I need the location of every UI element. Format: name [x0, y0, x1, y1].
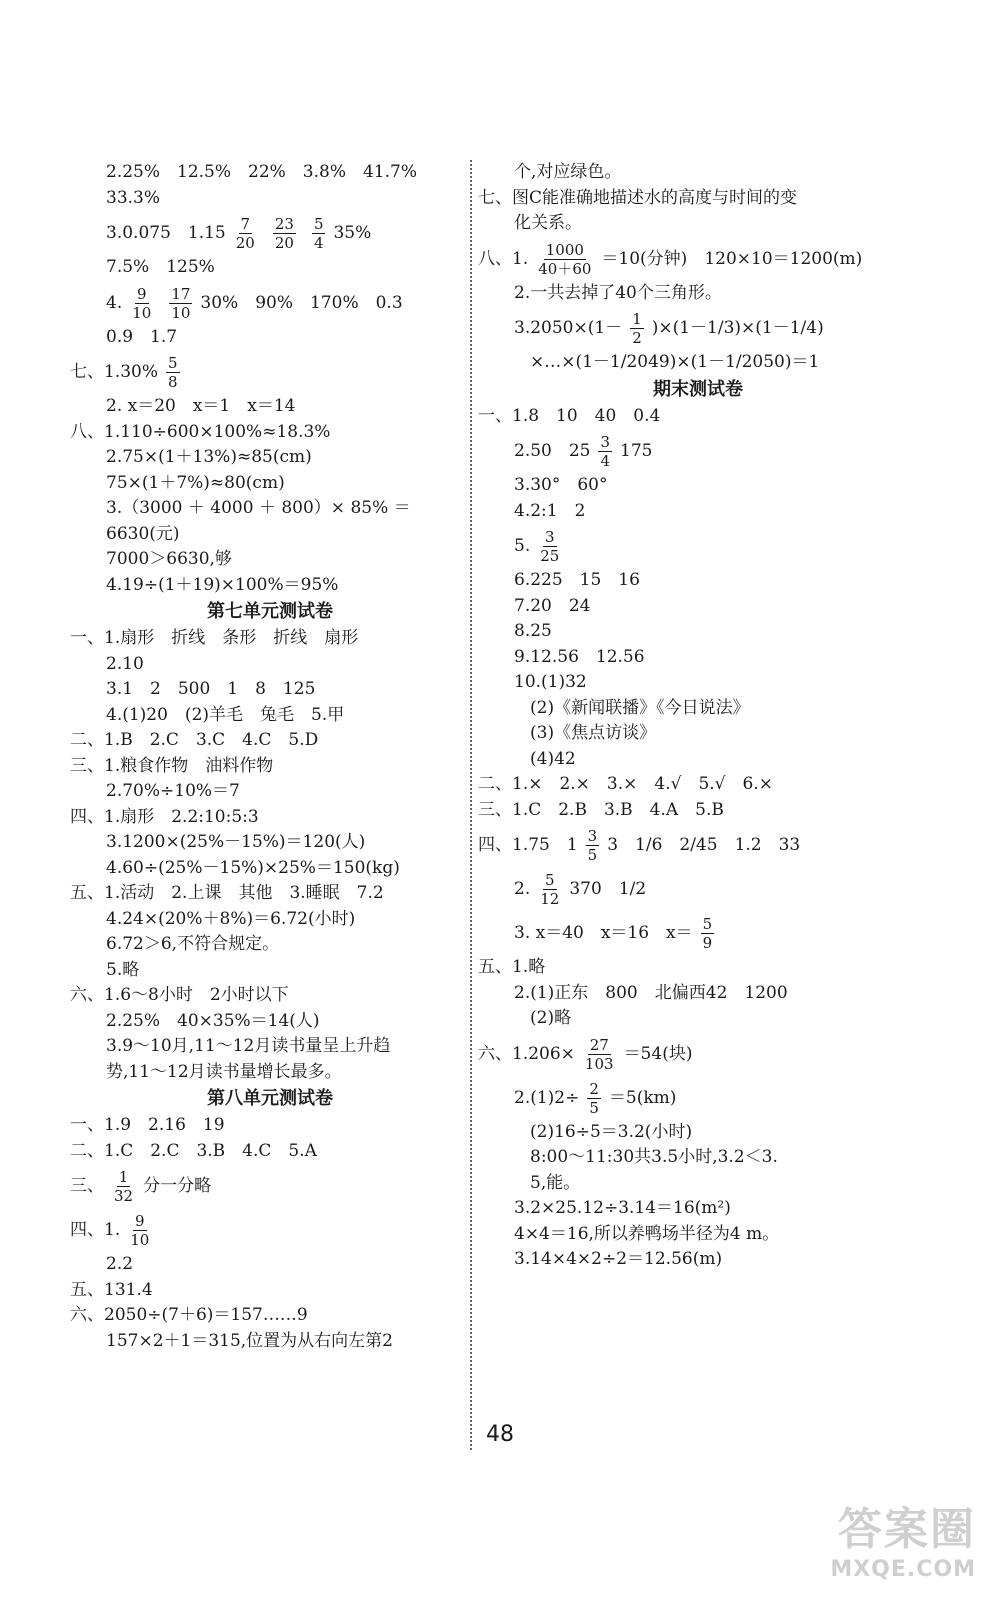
fraction: [169, 285, 192, 322]
answer-line: [70, 445, 470, 471]
answer-line: [70, 547, 470, 573]
answer-text: 2.25% 40×35%＝14(人): [106, 1010, 320, 1031]
answer-text: 二、1.× 2.× 3.× 4.√ 5.√ 6.×: [478, 774, 773, 794]
answer-line: [70, 350, 470, 394]
answer-text: (3)《焦点访谈》: [530, 723, 657, 743]
answer-text: 5.略: [106, 959, 140, 980]
answer-text: 一、1.8 10 40 0.4: [478, 405, 661, 426]
fraction-denominator: 4: [600, 452, 611, 470]
fraction-numerator: 5: [168, 354, 178, 372]
answer-line: [70, 186, 470, 212]
answer-text: 四、1.75 1: [478, 835, 578, 855]
fraction-denominator: 10: [132, 303, 152, 322]
answer-text: 四、1.扇形 2.2:10:5:3: [70, 806, 259, 827]
answer-text: 75×(1＋7%)≈80(cm): [106, 472, 285, 493]
answer-line: [70, 211, 470, 255]
answer-line: [478, 721, 918, 747]
answer-text: (4)42: [530, 748, 576, 769]
fraction: [312, 215, 326, 252]
answer-line: [70, 1303, 470, 1329]
fraction-denominator: 9: [702, 934, 713, 952]
answer-text: 9.12.56 12.56: [514, 646, 645, 667]
answer-text: 2.: [514, 879, 531, 899]
answer-line: [478, 911, 918, 955]
answer-line: [478, 404, 918, 430]
fraction: [583, 1036, 616, 1073]
answer-line: [70, 958, 470, 984]
answer-text-after: 30% 90% 170% 0.3: [200, 292, 403, 313]
answer-line: [478, 981, 918, 1007]
answer-text: 2.(1)2÷: [514, 1087, 580, 1108]
answer-text: 八、1.: [478, 248, 529, 269]
answer-text: 10.(1)32: [514, 672, 587, 692]
fraction-numerator: 27: [589, 1035, 609, 1054]
answer-line: [70, 626, 470, 652]
answer-text-after: 3 1/6 2/45 1.2 33: [607, 835, 801, 855]
answer-line: [70, 1113, 470, 1139]
answer-text: 八、1.110÷600×100%≈18.3%: [70, 421, 331, 442]
answer-line: [478, 306, 918, 350]
answer-line: [70, 779, 470, 805]
fraction: [112, 1168, 135, 1205]
fraction-numerator: 23: [274, 215, 294, 233]
answer-text: (2)《新闻联播》《今日说法》: [530, 697, 750, 718]
answer-text: 3.1 2 500 1 8 125: [106, 679, 316, 699]
fraction-numerator: 2: [589, 1079, 599, 1098]
answer-line: [70, 1060, 470, 1086]
page-number: 48: [486, 1422, 514, 1447]
answer-text: 4.60÷(25%－15%)×25%＝150(kg): [106, 857, 400, 878]
fraction-denominator: 20: [274, 234, 294, 252]
answer-text-after: 35%: [333, 223, 372, 243]
answer-text: 5,能。: [530, 1172, 581, 1193]
answer-text: 4×4＝16,所以养鸭场半径为4 m。: [514, 1223, 780, 1244]
answer-text: 四、1.: [70, 1220, 121, 1240]
answer-text: 3.0.075 1.15: [106, 223, 226, 243]
answer-text: (2)略: [530, 1008, 572, 1028]
answer-line: [478, 1006, 918, 1032]
fraction-numerator: 17: [171, 284, 191, 303]
answer-text-after: ＝10(分钟) 120×10＝1200(m): [601, 248, 863, 269]
answer-text: 六、1.6～8小时 2小时以下: [70, 985, 289, 1005]
answer-text: (2)16÷5＝3.2(小时): [530, 1121, 693, 1142]
answer-text: 3.14×4×2÷2＝12.56(m): [514, 1249, 723, 1269]
answer-line: [478, 1196, 918, 1222]
answer-text: 五、1.活动 2.上课 其他 3.睡眠 7.2: [70, 883, 384, 903]
fraction: [536, 241, 593, 278]
answer-text: 三、: [70, 1176, 104, 1196]
answer-text: 0.9 1.7: [106, 326, 178, 347]
fraction: [630, 310, 644, 347]
answer-text: ×…×(1－1/2049)×(1－1/2050)＝1: [530, 352, 820, 372]
fraction-denominator: 103: [584, 1054, 614, 1073]
answer-text: 六、1.206×: [478, 1043, 575, 1064]
answer-line: [70, 394, 470, 420]
answer-line: [70, 1164, 470, 1208]
fraction: [598, 433, 612, 470]
answer-line: [478, 1171, 918, 1197]
answer-text: 五、131.4: [70, 1279, 153, 1300]
answer-text-after: ＝5(km): [608, 1087, 677, 1108]
answer-line: [70, 1208, 470, 1252]
answer-line: [478, 350, 918, 376]
answer-line: [70, 652, 470, 678]
answer-text: 2.(1)正东 800 北偏西42 1200: [514, 982, 788, 1003]
answer-line: [478, 1032, 918, 1076]
answer-text: 3. x＝40 x＝16 x＝: [514, 923, 693, 943]
answer-text: 三、1.C 2.B 3.B 4.A 5.B: [478, 799, 724, 820]
answer-line: [478, 473, 918, 499]
answer-text: 2. x＝20 x＝1 x＝14: [106, 396, 296, 416]
answer-text: 五、1.略: [478, 957, 546, 977]
answer-text: 2.10: [106, 653, 144, 674]
answer-text: 157×2＋1＝315,位置为从右向左第2: [106, 1330, 393, 1351]
answer-line: [478, 524, 918, 568]
answer-line: [70, 1034, 470, 1060]
answer-text: 4.2:1 2: [514, 500, 586, 521]
answer-line: [478, 1076, 918, 1120]
answer-line: [478, 1120, 918, 1146]
answer-text: 2.70%÷10%＝7: [106, 781, 240, 801]
answer-line: [70, 728, 470, 754]
answer-text: 4.19÷(1＋19)×100%＝95%: [106, 574, 339, 595]
answer-text: 三、1.粮食作物 油料作物: [70, 755, 274, 776]
fraction-numerator: 3: [587, 827, 598, 845]
section-heading: 第七单元测试卷: [207, 601, 333, 622]
answer-line: [478, 429, 918, 473]
answer-text: 3.（3000 ＋ 4000 ＋ 800）× 85% ＝: [106, 498, 411, 518]
answer-line: [70, 805, 470, 831]
column-divider: [470, 160, 472, 1450]
answer-line: [478, 645, 918, 671]
fraction: [538, 871, 561, 908]
answer-line: [70, 703, 470, 729]
answer-line: [70, 1329, 470, 1355]
answer-text-after: 分一分略: [143, 1176, 212, 1196]
answer-line: [478, 867, 918, 911]
watermark: [830, 1493, 976, 1582]
answer-line: [478, 1145, 918, 1171]
answer-text: 2.2: [106, 1254, 134, 1274]
answer-text: 3.2050×(1－: [514, 318, 623, 338]
answer-text: 3.9～10月,11～12月读书量呈上升趋: [106, 1036, 391, 1056]
section-heading: 期末测试卷: [653, 378, 743, 400]
answer-line: [478, 211, 918, 237]
answer-text: 4.24×(20%＋8%)＝6.72(小时): [106, 908, 356, 929]
section-heading: 第八单元测试卷: [207, 1088, 333, 1109]
fraction-denominator: 40＋60: [538, 259, 592, 278]
answer-line: [478, 670, 918, 696]
answer-text: 4.: [106, 292, 123, 313]
fraction: [701, 915, 715, 952]
answer-text: 2.75×(1＋13%)≈85(cm): [106, 447, 312, 467]
fraction-denominator: 12: [540, 890, 560, 908]
fraction: [538, 528, 561, 565]
fraction-numerator: 5: [313, 215, 324, 233]
answer-line: [70, 830, 470, 856]
answer-line: [70, 881, 470, 907]
answer-text-after: ＝54(块): [623, 1043, 693, 1064]
answer-line: [70, 281, 470, 325]
answer-line: [478, 1247, 918, 1273]
answer-line: [70, 325, 470, 351]
fraction-numerator: 9: [135, 1212, 145, 1230]
answer-line: [478, 237, 918, 281]
fraction-denominator: 20: [235, 234, 255, 252]
answer-line: [70, 907, 470, 933]
answer-text: 7.20 24: [514, 595, 591, 616]
answer-text-after: 175: [620, 441, 653, 461]
fraction-denominator: 25: [540, 547, 560, 565]
fraction-denominator: 5: [587, 846, 598, 864]
answer-text: 8:00～11:30共3.5小时,3.2＜3.: [530, 1147, 778, 1167]
fraction-numerator: 5: [545, 871, 555, 889]
fraction-denominator: 2: [632, 329, 642, 347]
answer-line: [70, 1009, 470, 1035]
answer-text-after: )×(1－1/3)×(1－1/4): [651, 318, 824, 338]
answer-line: [478, 281, 918, 307]
answer-text: 5.: [514, 536, 531, 556]
answer-line: [70, 496, 470, 522]
answer-line: [70, 522, 470, 548]
answer-line: [70, 1278, 470, 1304]
fraction-denominator: 10: [130, 1231, 150, 1249]
answer-text: 二、1.C 2.C 3.B 4.C 5.A: [70, 1140, 317, 1161]
answer-line: [478, 568, 918, 594]
fraction-numerator: 1000: [545, 240, 584, 259]
answer-line: [478, 1222, 918, 1248]
answer-text: 6.225 15 16: [514, 570, 640, 590]
answer-line: [70, 1252, 470, 1278]
fraction: [128, 1212, 151, 1249]
answer-line: [478, 955, 918, 981]
answer-text: 一、1.9 2.16 19: [70, 1115, 225, 1135]
answer-line: [70, 471, 470, 497]
answer-line: [478, 696, 918, 722]
fraction-denominator: 4: [313, 234, 324, 252]
answer-text: 3.2×25.12÷3.14＝16(m²): [514, 1198, 731, 1218]
answer-line: [70, 420, 470, 446]
answer-line: [478, 772, 918, 798]
answer-text: 2.50 25: [514, 441, 591, 461]
answer-text: 7000＞6630,够: [106, 549, 232, 569]
watermark-url: MXQE.COM: [830, 1557, 976, 1582]
fraction-denominator: 8: [168, 373, 178, 391]
answer-text: 势,11～12月读书量增长最多。: [106, 1061, 342, 1082]
answer-text: 3.1200×(25%－15%)＝120(人): [106, 832, 366, 852]
fraction: [130, 285, 153, 322]
answer-text: 8.25: [514, 621, 552, 641]
fraction-denominator: 32: [114, 1187, 134, 1205]
answer-text: 6.72＞6,不符合规定。: [106, 934, 280, 954]
fraction-numerator: 5: [702, 915, 713, 933]
fraction-numerator: 7: [240, 215, 251, 233]
fraction-numerator: 1: [632, 310, 642, 328]
answer-text: 一、1.扇形 折线 条形 折线 扇形: [70, 628, 359, 648]
answer-line: [70, 573, 470, 599]
answer-text-after: 370 1/2: [569, 879, 647, 899]
fraction: [234, 215, 257, 252]
answer-line: [478, 798, 918, 824]
answer-line: [478, 186, 918, 212]
answer-text: 4.(1)20 (2)羊毛 兔毛 5.甲: [106, 704, 345, 725]
answer-text: 七、1.30%: [70, 362, 159, 382]
answer-line: [478, 160, 918, 186]
fraction-numerator: 9: [137, 284, 147, 303]
answer-line: [478, 619, 918, 645]
answer-line: [70, 983, 470, 1009]
answer-line: [478, 747, 918, 773]
answer-text: 七、图C能准确地描述水的高度与时间的变: [478, 187, 798, 208]
fraction-numerator: 3: [545, 528, 555, 546]
fraction-denominator: 10: [171, 303, 191, 322]
fraction: [587, 1080, 601, 1117]
watermark-logo-text: 答案圈: [838, 1504, 976, 1555]
answer-line: [70, 677, 470, 703]
answer-text: 33.3%: [106, 187, 161, 208]
answer-line: [70, 932, 470, 958]
answer-text: 二、1.B 2.C 3.C 4.C 5.D: [70, 730, 319, 750]
answer-text: 2.一共去掉了40个三角形。: [514, 282, 722, 303]
left-column: [70, 160, 470, 1354]
answer-line: [70, 255, 470, 281]
answer-line: [70, 1139, 470, 1165]
answer-line: [70, 160, 470, 186]
fraction-denominator: 5: [589, 1098, 599, 1117]
fraction-numerator: 3: [600, 433, 611, 451]
answer-line: [478, 594, 918, 620]
fraction: [586, 827, 600, 864]
answer-line: [70, 856, 470, 882]
answer-text: 2.25% 12.5% 22% 3.8% 41.7%: [106, 162, 417, 182]
answer-text: 6630(元): [106, 523, 180, 544]
answer-line: [478, 823, 918, 867]
answer-line: [70, 754, 470, 780]
answer-text: 化关系。: [514, 213, 582, 233]
fraction-numerator: 1: [118, 1168, 129, 1186]
fraction: [273, 215, 296, 252]
answer-text: 3.30° 60°: [514, 475, 608, 495]
answer-text: 个,对应绿色。: [514, 162, 622, 182]
answer-line: [478, 499, 918, 525]
fraction: [166, 354, 180, 391]
answer-text: 7.5% 125%: [106, 257, 215, 277]
right-column: [478, 160, 918, 1273]
answer-text: 六、2050÷(7＋6)＝157……9: [70, 1305, 308, 1325]
